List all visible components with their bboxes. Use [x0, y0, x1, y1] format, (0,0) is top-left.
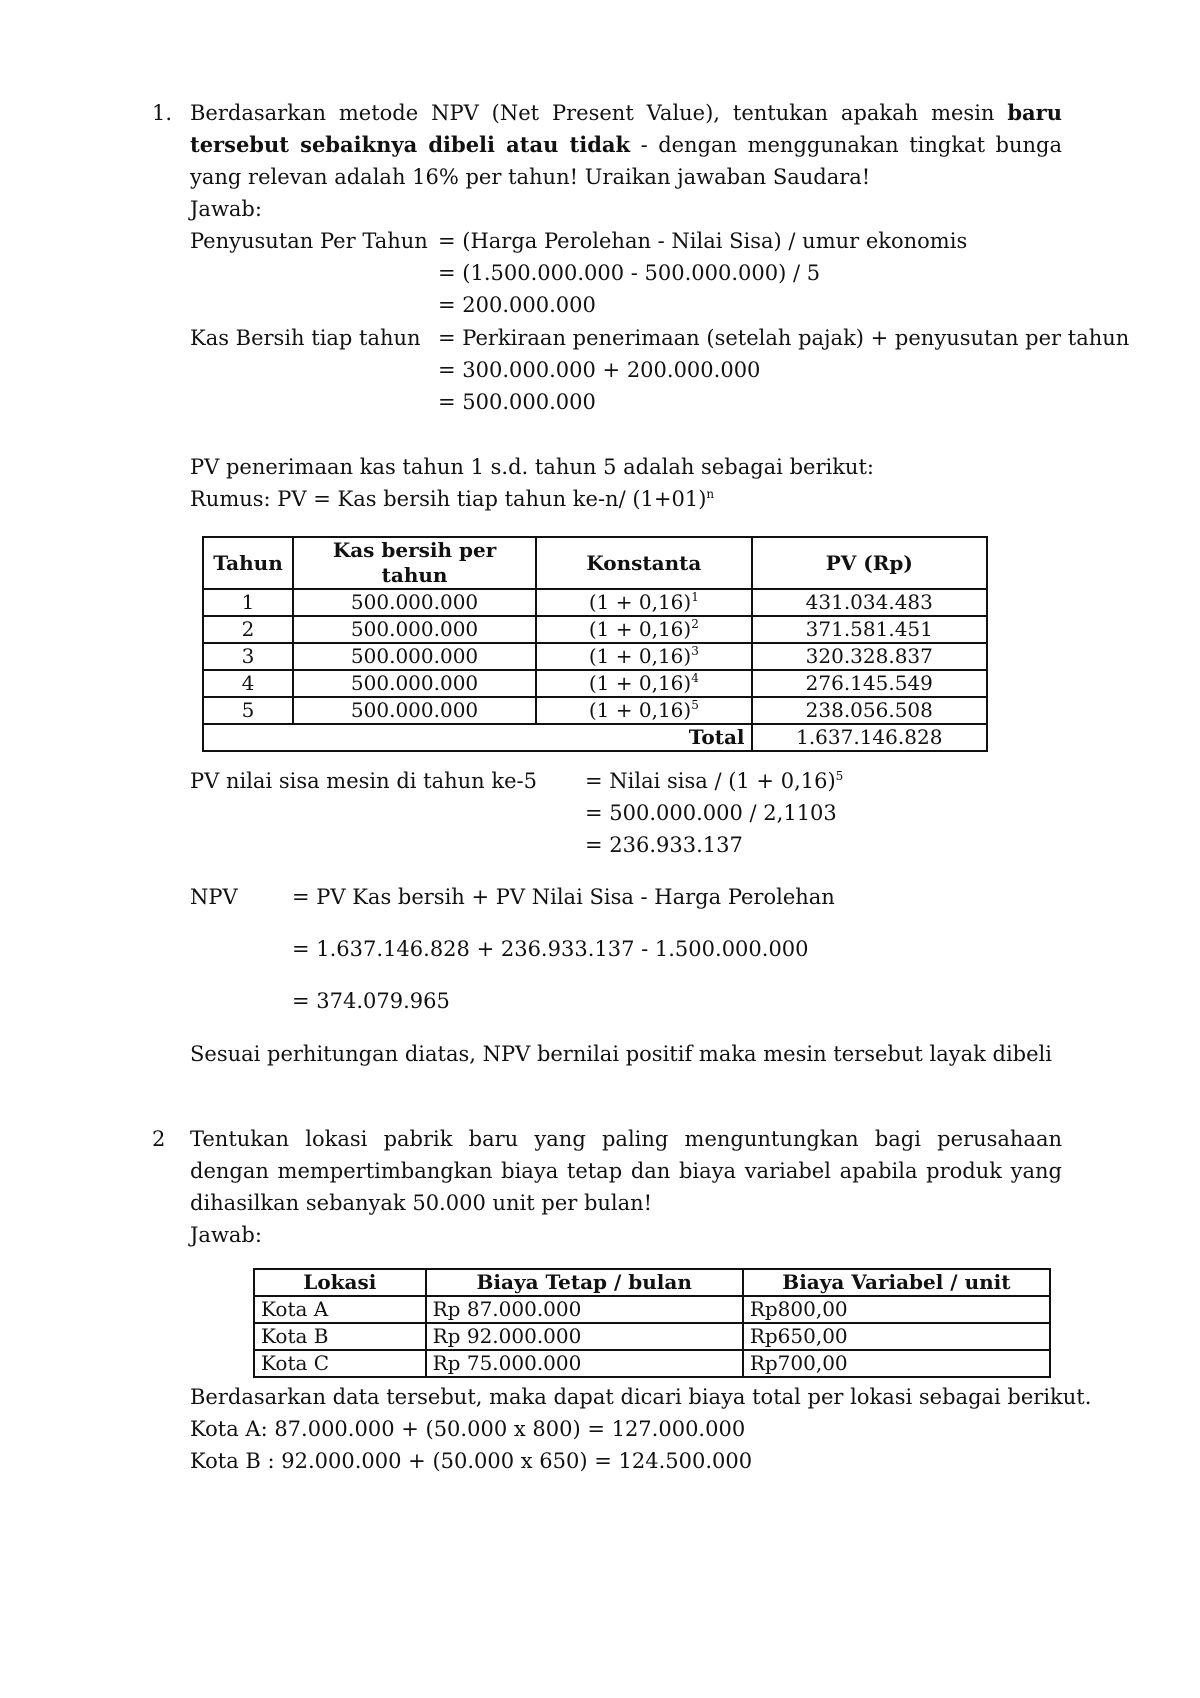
- npv-line: = 374.079.965: [292, 989, 450, 1013]
- constant-cell: [536, 670, 751, 697]
- table-header: Tahun: [203, 537, 293, 589]
- constant-exponent: 1: [691, 590, 699, 604]
- variable-cost-cell: Rp650,00: [743, 1323, 1050, 1350]
- depreciation-line: = 200.000.000: [438, 293, 596, 317]
- table-row: [254, 1323, 1050, 1350]
- variable-cost-cell: Rp800,00: [743, 1296, 1050, 1323]
- salvage-line: = 236.933.137: [585, 833, 743, 857]
- cash-cell: 500.000.000: [293, 589, 536, 616]
- year-cell: 4: [203, 670, 293, 697]
- net-cash-line: = 300.000.000 + 200.000.000: [438, 358, 761, 382]
- year-cell: 3: [203, 643, 293, 670]
- variable-cost-cell: Rp700,00: [743, 1350, 1050, 1377]
- net-cash-line: = 500.000.000: [438, 390, 596, 414]
- pv-cell: 320.328.837: [752, 643, 987, 670]
- npv-label: NPV: [190, 885, 238, 909]
- table-row: [203, 589, 987, 616]
- salvage-line: [585, 765, 843, 797]
- constant-exponent: 3: [691, 644, 699, 658]
- prompt-text: Berdasarkan metode NPV (Net Present Value), tentukan apakah mesin: [190, 101, 1008, 125]
- table-row: [203, 616, 987, 643]
- npv-line: = PV Kas bersih + PV Nilai Sisa - Harga Perolehan: [292, 885, 835, 909]
- salvage-line: = 500.000.000 / 2,1103: [585, 801, 837, 825]
- prompt-bold-text: baru tersebut sebaiknya dibeli atau tidak: [190, 100, 1062, 157]
- answer-label: Jawab:: [190, 197, 262, 221]
- location-cell: Kota A: [254, 1296, 426, 1323]
- question-2-number: 2: [152, 1127, 166, 1151]
- pv-cell: 371.581.451: [752, 616, 987, 643]
- constant-exponent: 2: [691, 617, 699, 631]
- constant-exponent: 4: [691, 671, 699, 685]
- salvage-line-text: = Nilai sisa / (1 + 0,16): [585, 769, 836, 793]
- cash-cell: 500.000.000: [293, 616, 536, 643]
- question-1-number: 1.: [152, 101, 173, 125]
- constant-text: (1 + 0,16): [588, 590, 692, 614]
- depreciation-line: = (1.500.000.000 - 500.000.000) / 5: [438, 261, 821, 285]
- cash-cell: 500.000.000: [293, 697, 536, 724]
- table-header: Lokasi: [254, 1269, 426, 1296]
- pv-cell: 431.034.483: [752, 589, 987, 616]
- year-cell: 5: [203, 697, 293, 724]
- pv-cell: 276.145.549: [752, 670, 987, 697]
- fixed-cost-cell: Rp 87.000.000: [426, 1296, 743, 1323]
- table-header: Kas bersih per tahun: [293, 537, 536, 589]
- table-header: Biaya Variabel / unit: [743, 1269, 1050, 1296]
- total-cost-line: Kota B : 92.000.000 + (50.000 x 650) = 124.500.000: [190, 1449, 753, 1473]
- formula-superscript: n: [706, 487, 715, 501]
- total-cost-line: Kota A: 87.000.000 + (50.000 x 800) = 127.000.000: [190, 1417, 746, 1441]
- table-header-row: [254, 1269, 1050, 1296]
- fixed-cost-cell: Rp 92.000.000: [426, 1323, 743, 1350]
- question-1-prompt: [190, 97, 1062, 193]
- fixed-cost-cell: Rp 75.000.000: [426, 1350, 743, 1377]
- net-cash-line: = Perkiraan penerimaan (setelah pajak) + penyusutan per tahun: [438, 326, 1130, 350]
- table-row: [203, 670, 987, 697]
- total-cost-intro: Berdasarkan data tersebut, maka dapat dicari biaya total per lokasi sebagai berikut.: [190, 1385, 1092, 1409]
- table-row: [254, 1350, 1050, 1377]
- table-row: [203, 643, 987, 670]
- pv-table: [202, 536, 988, 752]
- salvage-label: PV nilai sisa mesin di tahun ke-5: [190, 769, 537, 793]
- constant-cell: [536, 643, 751, 670]
- total-label: Total: [203, 724, 752, 751]
- formula-text: Rumus: PV = Kas bersih tiap tahun ke-n/ (1+01): [190, 487, 707, 511]
- year-cell: 2: [203, 616, 293, 643]
- constant-text: (1 + 0,16): [588, 644, 692, 668]
- pv-intro: PV penerimaan kas tahun 1 s.d. tahun 5 adalah sebagai berikut:: [190, 455, 874, 479]
- pv-cell: 238.056.508: [752, 697, 987, 724]
- constant-exponent: 5: [691, 698, 699, 712]
- salvage-exponent: 5: [835, 769, 844, 783]
- constant-cell: [536, 697, 751, 724]
- constant-text: (1 + 0,16): [588, 698, 692, 722]
- answer-label: Jawab:: [190, 1223, 262, 1247]
- constant-text: (1 + 0,16): [588, 671, 692, 695]
- constant-cell: [536, 589, 751, 616]
- net-cash-label: Kas Bersih tiap tahun: [190, 326, 421, 350]
- cash-cell: 500.000.000: [293, 670, 536, 697]
- constant-cell: [536, 616, 751, 643]
- formula: [190, 483, 714, 515]
- depreciation-label: Penyusutan Per Tahun: [190, 229, 428, 253]
- table-row: [203, 697, 987, 724]
- location-table: [253, 1268, 1051, 1378]
- table-total-row: [203, 724, 987, 751]
- table-header: Biaya Tetap / bulan: [426, 1269, 743, 1296]
- table-header: PV (Rp): [752, 537, 987, 589]
- cash-cell: 500.000.000: [293, 643, 536, 670]
- table-header-row: [203, 537, 987, 589]
- location-cell: Kota C: [254, 1350, 426, 1377]
- depreciation-line: = (Harga Perolehan - Nilai Sisa) / umur ekonomis: [438, 229, 968, 253]
- location-cell: Kota B: [254, 1323, 426, 1350]
- constant-text: (1 + 0,16): [588, 617, 692, 641]
- year-cell: 1: [203, 589, 293, 616]
- conclusion: Sesuai perhitungan diatas, NPV bernilai positif maka mesin tersebut layak dibeli: [190, 1042, 1052, 1066]
- prompt-text-end: - dengan menggunakan tingkat bunga yang relevan adalah 16% per tahun! Uraikan jawaban Saudara!: [190, 133, 1062, 189]
- table-row: [254, 1296, 1050, 1323]
- table-header: Konstanta: [536, 537, 751, 589]
- total-value: 1.637.146.828: [752, 724, 987, 751]
- npv-line: = 1.637.146.828 + 236.933.137 - 1.500.000.000: [292, 937, 809, 961]
- question-2-prompt: Tentukan lokasi pabrik baru yang paling menguntungkan bagi perusahaan dengan mempertimbangkan biaya tetap dan biaya variabel apabila produk yang dihasilkan sebanyak 50.000 unit per bulan!: [190, 1127, 1062, 1215]
